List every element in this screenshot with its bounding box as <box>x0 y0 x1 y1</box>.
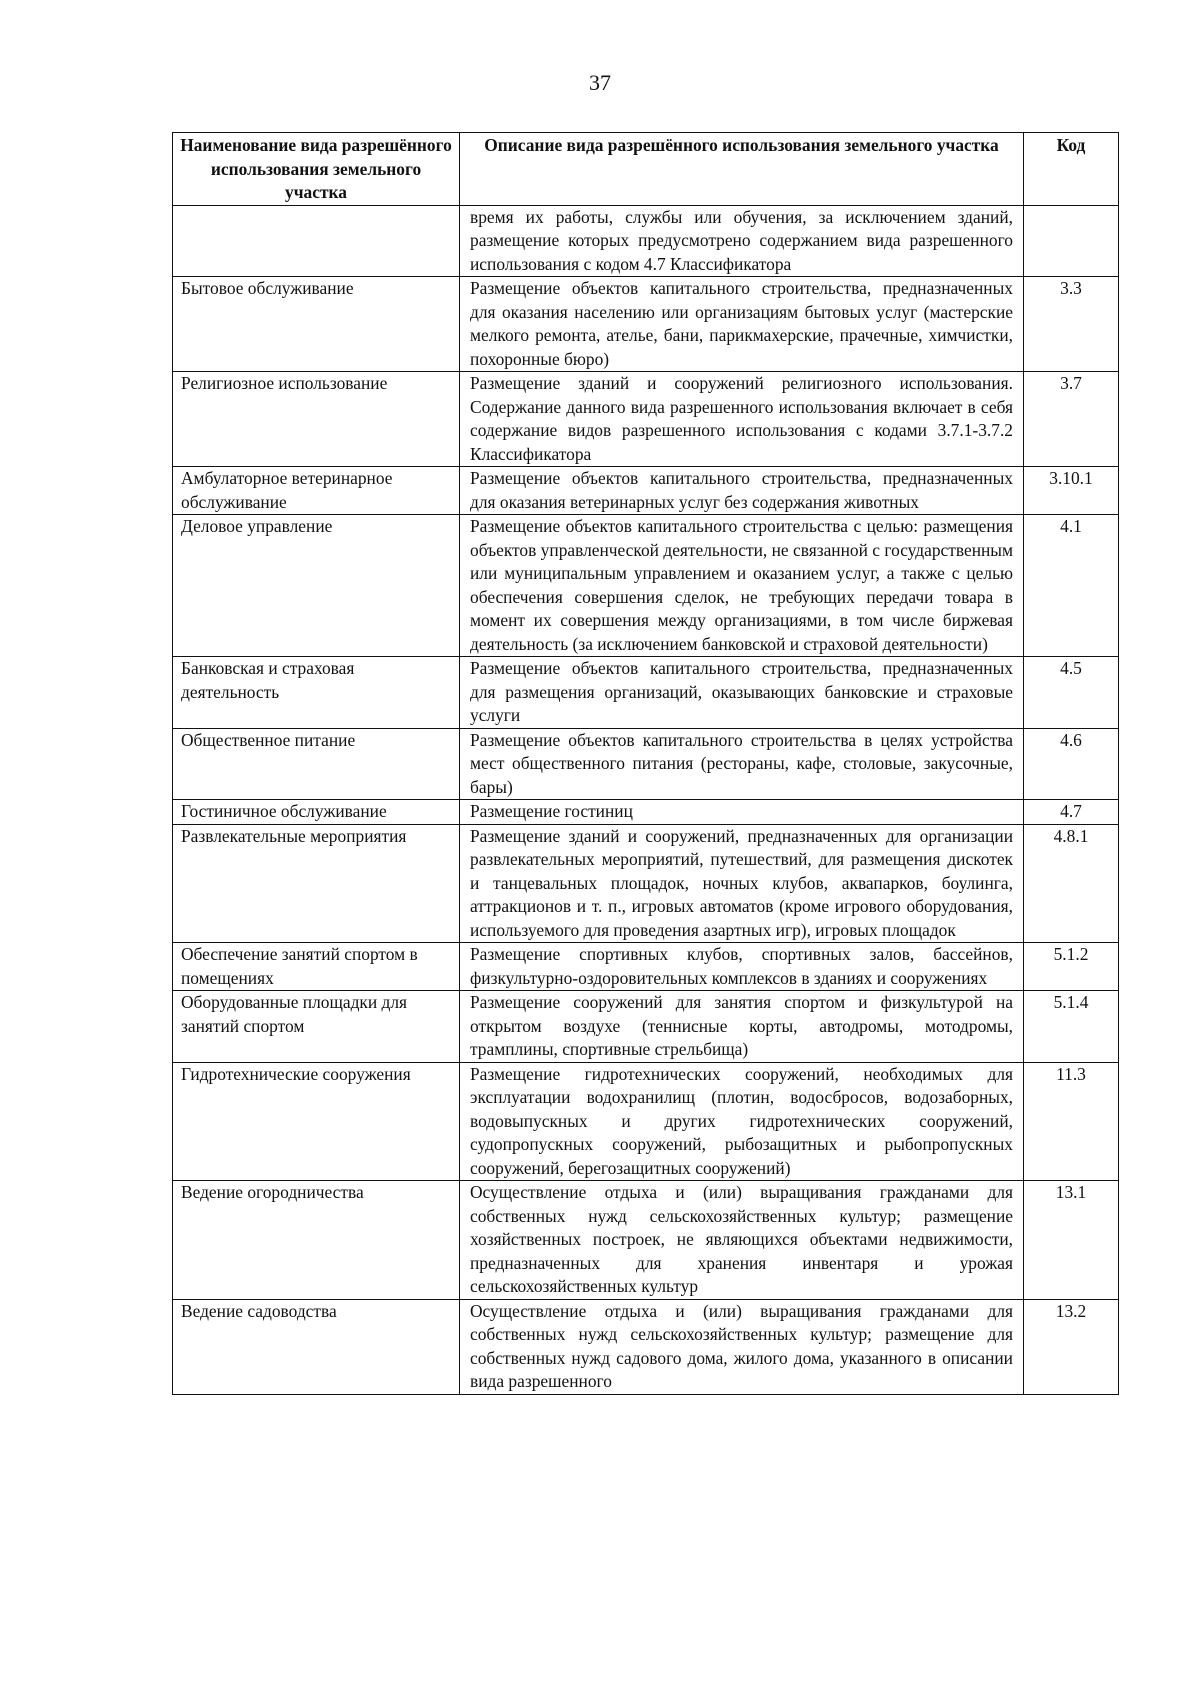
cell-code: 3.3 <box>1024 277 1119 372</box>
table-row <box>173 467 1119 515</box>
cell-code: 3.7 <box>1024 372 1119 467</box>
table-row <box>173 1299 1119 1394</box>
cell-code: 5.1.4 <box>1024 991 1119 1063</box>
cell-name: Обеспечение занятий спортом в помещениях <box>173 943 460 991</box>
table-row <box>173 991 1119 1063</box>
cell-description: Осуществление отдыха и (или) выращивания гражданами для собственных нужд сельскохозяйственных культур; размещение для собственных нужд садового дома, жилого дома, указанного в описании вида разрешенного <box>460 1299 1024 1394</box>
cell-code: 13.1 <box>1024 1181 1119 1300</box>
header-code: Код <box>1024 133 1119 206</box>
cell-code: 3.10.1 <box>1024 467 1119 515</box>
cell-name: Амбулаторное ветеринарное обслуживание <box>173 467 460 515</box>
table-row <box>173 800 1119 825</box>
cell-description: Размещение зданий и сооружений, предназначенных для организации развлекательных мероприятий, путешествий, для размещения дискотек и танцевальных площадок, ночных клубов, аквапарков, боулинга, аттракционов и т. п., игровых автоматов (кроме игрового оборудования, используемого для проведения азартных игр), игровых площадок <box>460 824 1024 943</box>
cell-description: Размещение зданий и сооружений религиозного использования. Содержание данного вида разрешенного использования включает в себя содержание видов разрешенного использования с кодами 3.7.1-3.7.2 Классификатора <box>460 372 1024 467</box>
table-row <box>173 205 1119 277</box>
cell-name: Общественное питание <box>173 728 460 800</box>
cell-description: Размещение объектов капитального строительства с целью: размещения объектов управленческой деятельности, не связанной с государственным или муниципальным управлением и оказанием услуг, а также с целью обеспечения совершения сделок, не требующих передачи товара в момент их совершения между организациями, в том числе биржевая деятельность (за исключением банковской и страховой деятельности) <box>460 515 1024 657</box>
cell-name: Гидротехнические сооружения <box>173 1062 460 1181</box>
cell-name: Банковская и страховая деятельность <box>173 657 460 729</box>
cell-code: 4.5 <box>1024 657 1119 729</box>
table-row <box>173 372 1119 467</box>
page-number: 37 <box>589 70 611 95</box>
cell-description: Размещение спортивных клубов, спортивных залов, бассейнов, физкультурно-оздоровительных комплексов в зданиях и сооружениях <box>460 943 1024 991</box>
cell-description: Размещение объектов капитального строительства, предназначенных для размещения организаций, оказывающих банковские и страховые услуги <box>460 657 1024 729</box>
cell-name: Ведение садоводства <box>173 1299 460 1394</box>
table-header <box>173 133 1119 206</box>
cell-name: Развлекательные мероприятия <box>173 824 460 943</box>
cell-code: 11.3 <box>1024 1062 1119 1181</box>
table-row <box>173 1181 1119 1300</box>
cell-description: Размещение объектов капитального строительства, предназначенных для оказания ветеринарных услуг без содержания животных <box>460 467 1024 515</box>
cell-description: Размещение сооружений для занятия спортом и физкультурой на открытом воздухе (теннисные корты, автодромы, мотодромы, трамплины, спортивные стрельбища) <box>460 991 1024 1063</box>
cell-name: Гостиничное обслуживание <box>173 800 460 825</box>
cell-name: Религиозное использование <box>173 372 460 467</box>
cell-code: 13.2 <box>1024 1299 1119 1394</box>
table-row <box>173 277 1119 372</box>
table-row <box>173 657 1119 729</box>
table-row <box>173 728 1119 800</box>
cell-description: время их работы, службы или обучения, за исключением зданий, размещение которых предусмотрено содержанием вида разрешенного использования с кодом 4.7 Классификатора <box>460 205 1024 277</box>
header-description: Описание вида разрешённого использования земельного участка <box>460 133 1024 206</box>
cell-description: Размещение гостиниц <box>460 800 1024 825</box>
cell-name <box>173 205 460 277</box>
cell-code: 4.1 <box>1024 515 1119 657</box>
cell-name: Ведение огородничества <box>173 1181 460 1300</box>
cell-code: 4.6 <box>1024 728 1119 800</box>
table-row <box>173 943 1119 991</box>
cell-code: 4.7 <box>1024 800 1119 825</box>
table-row <box>173 515 1119 657</box>
cell-description: Размещение объектов капитального строительства в целях устройства мест общественного питания (рестораны, кафе, столовые, закусочные, бары) <box>460 728 1024 800</box>
cell-code <box>1024 205 1119 277</box>
cell-name: Оборудованные площадки для занятий спортом <box>173 991 460 1063</box>
cell-description: Размещение гидротехнических сооружений, необходимых для эксплуатации водохранилищ (плотин, водосбросов, водозаборных, водовыпускных и других гидротехнических сооружений, судопропускных сооружений, рыбозащитных и рыбопропускных сооружений, берегозащитных сооружений) <box>460 1062 1024 1181</box>
cell-code: 5.1.2 <box>1024 943 1119 991</box>
cell-description: Осуществление отдыха и (или) выращивания гражданами для собственных нужд сельскохозяйственных культур; размещение хозяйственных построек, не являющихся объектами недвижимости, предназначенных для хранения инвентаря и урожая сельскохозяйственных культур <box>460 1181 1024 1300</box>
cell-code: 4.8.1 <box>1024 824 1119 943</box>
cell-name: Бытовое обслуживание <box>173 277 460 372</box>
table-body <box>173 205 1119 1394</box>
land-use-table <box>172 132 1119 1395</box>
cell-description: Размещение объектов капитального строительства, предназначенных для оказания населению или организациям бытовых услуг (мастерские мелкого ремонта, ателье, бани, парикмахерские, прачечные, химчистки, похоронные бюро) <box>460 277 1024 372</box>
table-row <box>173 1062 1119 1181</box>
header-name: Наименование вида разрешённого использования земельного участка <box>173 133 460 206</box>
header-row <box>173 133 1119 206</box>
cell-name: Деловое управление <box>173 515 460 657</box>
table-row <box>173 824 1119 943</box>
